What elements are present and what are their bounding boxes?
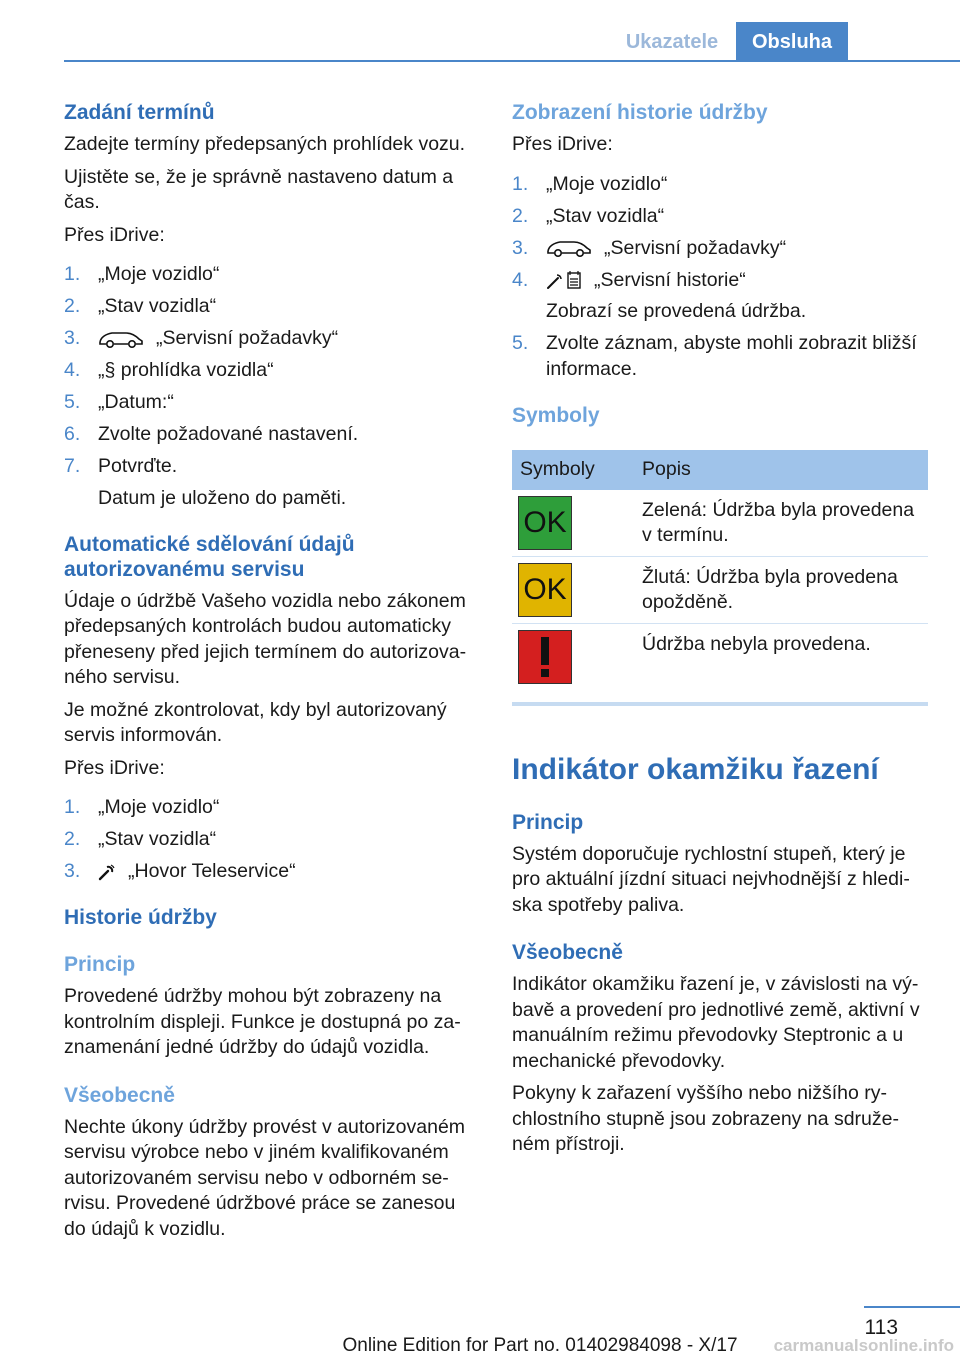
table-row (512, 623, 928, 702)
symbols-table (512, 450, 928, 702)
paragraph: Přes iDrive: (64, 223, 165, 246)
table-header-symboly: Symboly (512, 450, 634, 490)
steps-list (64, 795, 478, 885)
table-cell: Zelená: Údržba byla provedena v termínu. (634, 490, 928, 557)
tab-ukazatele[interactable]: Ukazatele (608, 22, 736, 60)
paragraph: Pokyny k zařazení vyššího nebo nižšího ry‐ chlostního stupně jsou zobrazeny na sdruže‐ ném přístroji. (512, 1082, 899, 1155)
paragraph: Systém doporučuje rychlostní stupeň, který je pro aktuální jízdní situaci nejvhodnější z hledi‐ ska spotřeby paliva. (512, 842, 910, 916)
service-car-icon (98, 330, 144, 348)
list-item: 7. Potvrďte. Datum je uloženo do paměti. (64, 455, 347, 509)
table-row (512, 556, 928, 623)
page-number: 113 (864, 1316, 898, 1339)
tab-obsluha[interactable]: Obsluha (736, 22, 848, 60)
footer-rule (864, 1306, 960, 1308)
service-car-icon (546, 239, 592, 257)
section-title-automaticke: Automatické sdělování údajů autorizovanému servisu (64, 532, 355, 581)
right-column (512, 100, 928, 1158)
paragraph: Přes iDrive: (512, 133, 613, 155)
paragraph: Ujistěte se, že je správně nastaveno datum a čas. (64, 165, 454, 213)
list-item: 2. „Stav vozidla“ (64, 295, 217, 317)
table-cell: Údržba nebyla provedena. (642, 632, 871, 655)
section-title-zobrazeni: Zobrazení historie údržby (512, 101, 768, 124)
footer-edition: Online Edition for Part no. 01402984098 - X/17 (342, 1335, 738, 1356)
subsection-title-princip: Princip (512, 810, 584, 834)
subsection-title-vseobecne: Všeobecně (64, 1083, 175, 1107)
paragraph: Zadejte termíny předepsaných prohlídek vozu. (64, 133, 466, 155)
steps-list (64, 262, 478, 511)
list-item: 1. „Moje vozidlo“ (64, 263, 220, 285)
ok-yellow-icon: OK (518, 563, 572, 617)
section-title-zadani: Zadání termínů (64, 101, 215, 124)
watermark: carmanualsonline.info (773, 1336, 954, 1355)
paragraph: Přes iDrive: (64, 756, 165, 779)
list-item: 2. „Stav vozidla“ (64, 828, 217, 850)
subsection-title-princip: Princip (64, 953, 136, 976)
table-header-popis: Popis (634, 450, 928, 490)
service-history-icon (546, 270, 582, 290)
list-item: 3. „Servisní požadavky“ (512, 236, 787, 259)
ok-green-icon: OK (518, 496, 572, 550)
list-item: 6. Zvolte požadované nastavení. (64, 423, 359, 445)
table-header-row (512, 450, 928, 490)
steps-list (512, 172, 928, 383)
wrench-icon (98, 863, 116, 881)
list-item: 4. „§ prohlídka vozidla“ (64, 359, 274, 381)
exclamation-icon (518, 630, 572, 684)
paragraph: Je možné zkontrolovat, kdy byl autorizovaný servis informován. (64, 698, 447, 746)
list-item: 3. „Hovor Teleservice“ (64, 860, 296, 882)
section-title-historie: Historie údržby (64, 906, 217, 929)
list-item: 4. „Servisní historie“ Zobrazí se provedená údržba. (512, 268, 807, 322)
table-row (512, 490, 928, 557)
list-item: 1. „Moje vozidlo“ (512, 172, 668, 195)
section-title-indikator: Indikátor okamžiku řazení (512, 752, 879, 786)
list-item: 3. „Servisní požadavky“ (64, 327, 339, 349)
list-item: 1. „Moje vozidlo“ (64, 796, 220, 818)
paragraph: Údaje o údržbě Vašeho vozidla nebo zákonem předepsaných kontrolách budou automaticky přeneseny před jejich termínem do autorizova‐ ného servisu. (64, 589, 467, 688)
left-column (64, 100, 478, 1242)
subsection-title-vseobecne: Všeobecně (512, 941, 623, 964)
list-item: 5. „Datum:“ (64, 391, 174, 413)
paragraph: Provedené údržby mohou být zobrazeny na kontrolním displeji. Funkce je dostupná po za‐ znamenání jedné údržby do údajů vozidla. (64, 985, 461, 1058)
paragraph: Nechte úkony údržby provést v autorizovaném servisu výrobce nebo v jiném kvalifikovaném autorizovaném servisu nebo v odborném se‐ rvisu. Provedené údržbové práce se zanesou do údajů k vozidlu. (64, 1115, 466, 1240)
header-rule (64, 60, 960, 62)
list-item: 5. Zvolte záznam, abyste mohli zobrazit bližší informace. (512, 332, 917, 380)
table-cell: Žlutá: Údržba byla provedena opožděně. (634, 556, 928, 623)
section-title-symboly: Symboly (512, 403, 600, 427)
list-item: 2. „Stav vozidla“ (512, 204, 665, 227)
paragraph: Indikátor okamžiku řazení je, v závislosti na vý‐ bavě a provedení pro jednotlivé země, aktivní v manuálním režimu převodovky Steptronic a u mechanické převodovky. (512, 973, 920, 1072)
